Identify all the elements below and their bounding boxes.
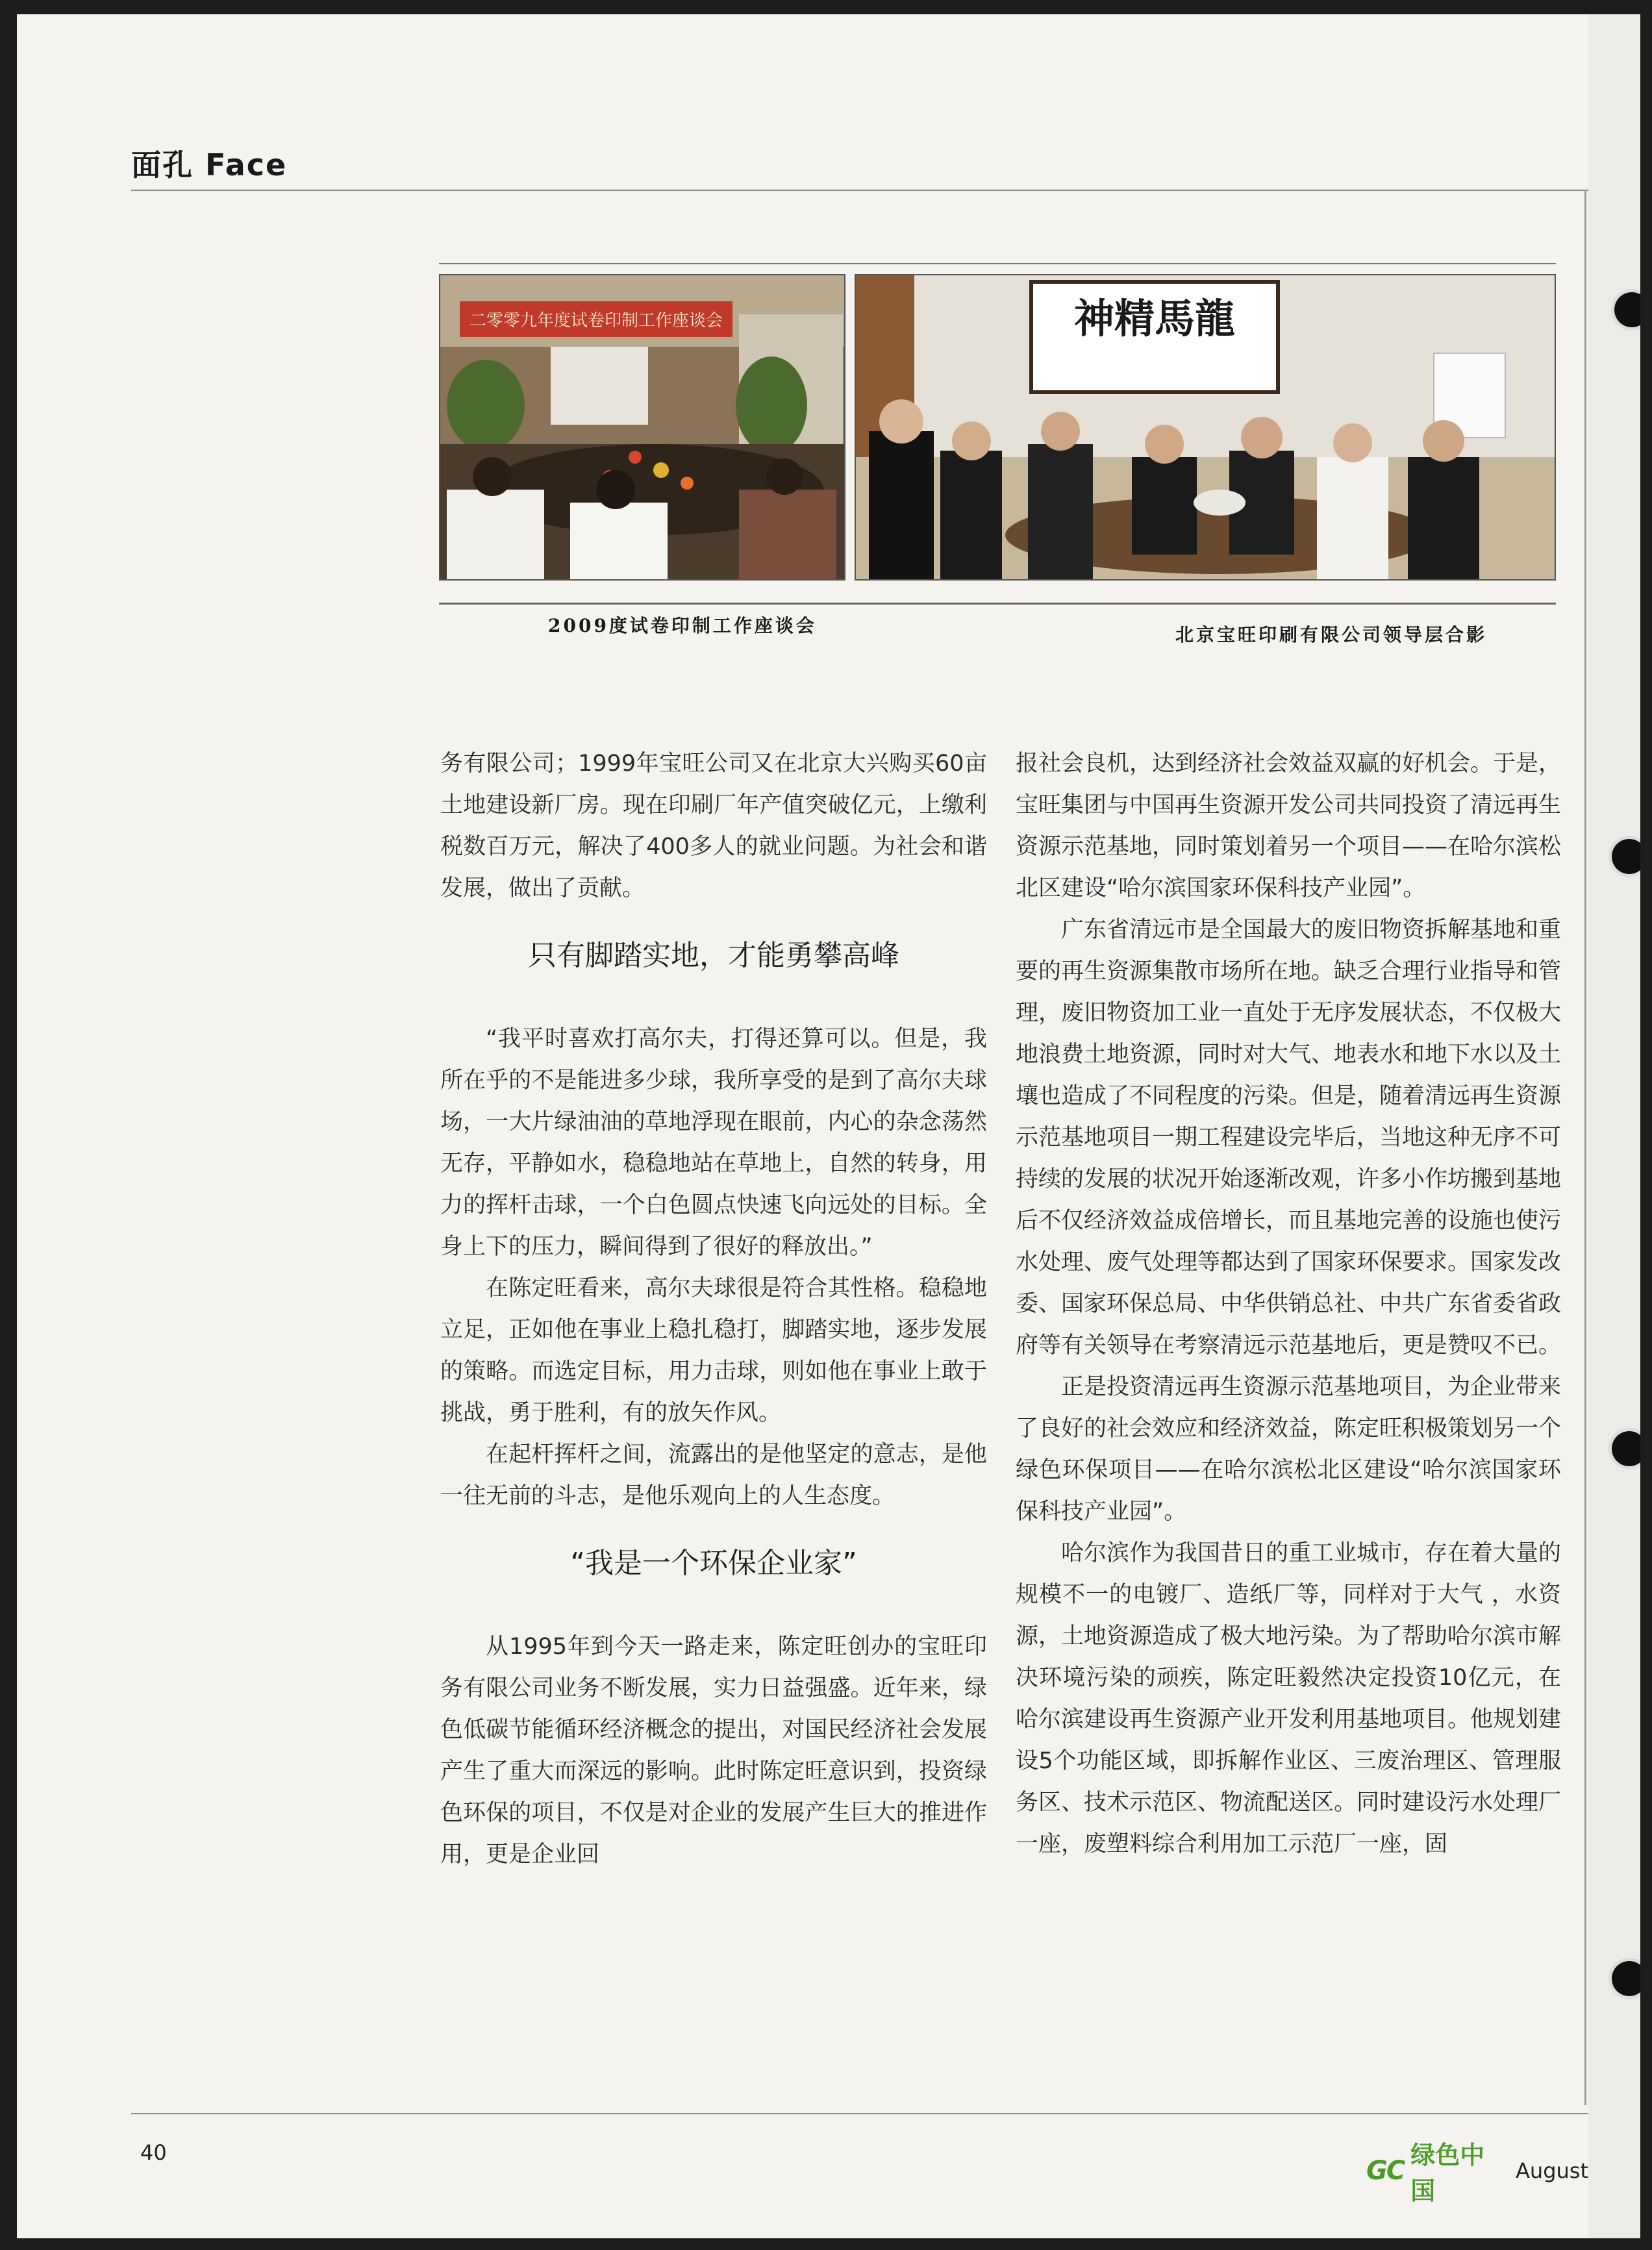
binder-hole-icon: [1612, 839, 1640, 874]
gc-logo-icon: GC: [1366, 2156, 1405, 2186]
magazine-title: 绿色中国: [1410, 2141, 1485, 2205]
meeting-photo-caption: 2009度试卷印制工作座谈会: [548, 615, 817, 636]
paragraph: “我平时喜欢打高尔夫，打得还算可以。但是，我所在乎的不是能进多少球，我所享受的是到了高尔夫球场，一大片绿油油的草地浮现在眼前，内心的杂念荡然无存，平静如水，稳稳地站在草地上，自然的转身，用力的挥杆击球，一个白色圆点快速飞向远处的目标。全身上下的压力，瞬间得到了很好的释放出。”: [440, 1026, 987, 1260]
meeting-photo: [439, 274, 845, 581]
margin-line: [1584, 190, 1586, 2105]
magazine-page: [17, 14, 1640, 2238]
article-left-column: [440, 743, 987, 1875]
paragraph: 报社会良机，达到经济社会效益双赢的好机会。于是，宝旺集团与中国再生资源开发公司共同投资了清远再生资源示范基地，同时策划着另一个项目——在哈尔滨松北区建设“哈尔滨国家环保科技产业园”。: [1016, 751, 1562, 901]
paragraph: 务有限公司；1999年宝旺公司又在北京大兴购买60亩土地建设新厂房。现在印刷厂年产值突破亿元，上缴利税数百万元，解决了400多人的就业问题。为社会和谐发展，做出了贡献。: [440, 751, 987, 901]
calligraphy-scroll: 神精馬龍: [1073, 295, 1236, 342]
binder-hole-icon: [1612, 1961, 1640, 1996]
article-right-column: [1016, 743, 1561, 1865]
group-photo-caption: 北京宝旺印刷有限公司领导层合影: [1175, 624, 1488, 645]
paragraph: 正是投资清远再生资源示范基地项目，为企业带来了良好的社会效应和经济效益，陈定旺积极策划另一个绿色环保项目——在哈尔滨松北区建设“哈尔滨国家环保科技产业园”。: [1016, 1374, 1562, 1525]
paragraph: 哈尔滨作为我国昔日的重工业城市，存在着大量的规模不一的电镀厂、造纸厂等，同样对于大气 ，水资源，土地资源造成了极大地污染。为了帮助哈尔滨市解决环境污染的顽疾，陈定旺毅然决定投资10亿元，在哈尔滨建设再生资源产业开发利用基地项目。他规划建设5个功能区域，即拆解作业区、三废治理区、管理服务区、技术示范区、物流配送区。同时建设污水处理厂一座，废塑料综合利用加工示范厂一座，固: [1016, 1540, 1562, 1857]
paragraph: 从1995年到今天一路走来，陈定旺创办的宝旺印务有限公司业务不断发展，实力日益强盛。近年来，绿色低碳节能循环经济概念的提出，对国民经济社会发展产生了重大而深远的影响。此时陈定旺意识到，投资绿色环保的项目，不仅是对企业的发展产生巨大的推进作用，更是企业回: [440, 1634, 987, 1868]
section-heading: “我是一个环保企业家”: [570, 1547, 857, 1580]
section-heading: 只有脚踏实地，才能勇攀高峰: [528, 939, 899, 972]
section-header: 面孔 Face: [131, 147, 288, 182]
binder-hole-icon: [1612, 1431, 1640, 1466]
paragraph: 在起杆挥杆之间，流露出的是他坚定的意志，是他一往无前的斗志，是他乐观向上的人生态度。: [440, 1442, 987, 1509]
issue-month: August: [1516, 2158, 1588, 2183]
page-number: 40: [140, 2140, 167, 2165]
binder-hole-icon: [1614, 292, 1640, 327]
magazine-brand: [1366, 2135, 1588, 2206]
paragraph: 广东省清远市是全国最大的废旧物资拆解基地和重要的再生资源集散市场所在地。缺乏合理行业指导和管理，废旧物资加工业一直处于无序发展状态，不仅极大地浪费土地资源，同时对大气、地表水和地下水以及土壤也造成了不同程度的污染。但是，随着清远再生资源示范基地项目一期工程建设完毕后，当地这种无序不可持续的发展的状况开始逐渐改观，许多小作坊搬到基地后不仅经济效益成倍增长，而且基地完善的设施也使污水处理、废气处理等都达到了国家环保要求。国家发改委、国家环保总局、中华供销总社、中共广东省委省政府等有关领导在考察清远示范基地后，更是赞叹不已。: [1016, 917, 1562, 1358]
meeting-banner-text: 二零零九年度试卷印制工作座谈会: [469, 311, 723, 331]
header-divider: [131, 190, 1588, 191]
photo-bottom-divider: [439, 603, 1556, 605]
photo-top-divider: [439, 263, 1556, 264]
paragraph: 在陈定旺看来，高尔夫球很是符合其性格。稳稳地立足，正如他在事业上稳扎稳打，脚踏实地，逐步发展的策略。而选定目标，用力击球，则如他在事业上敢于挑战，勇于胜利，有的放矢作风。: [440, 1275, 987, 1426]
page-sheet: [17, 14, 1588, 2238]
leadership-group-photo: [855, 274, 1556, 581]
footer-divider: [131, 2113, 1588, 2114]
